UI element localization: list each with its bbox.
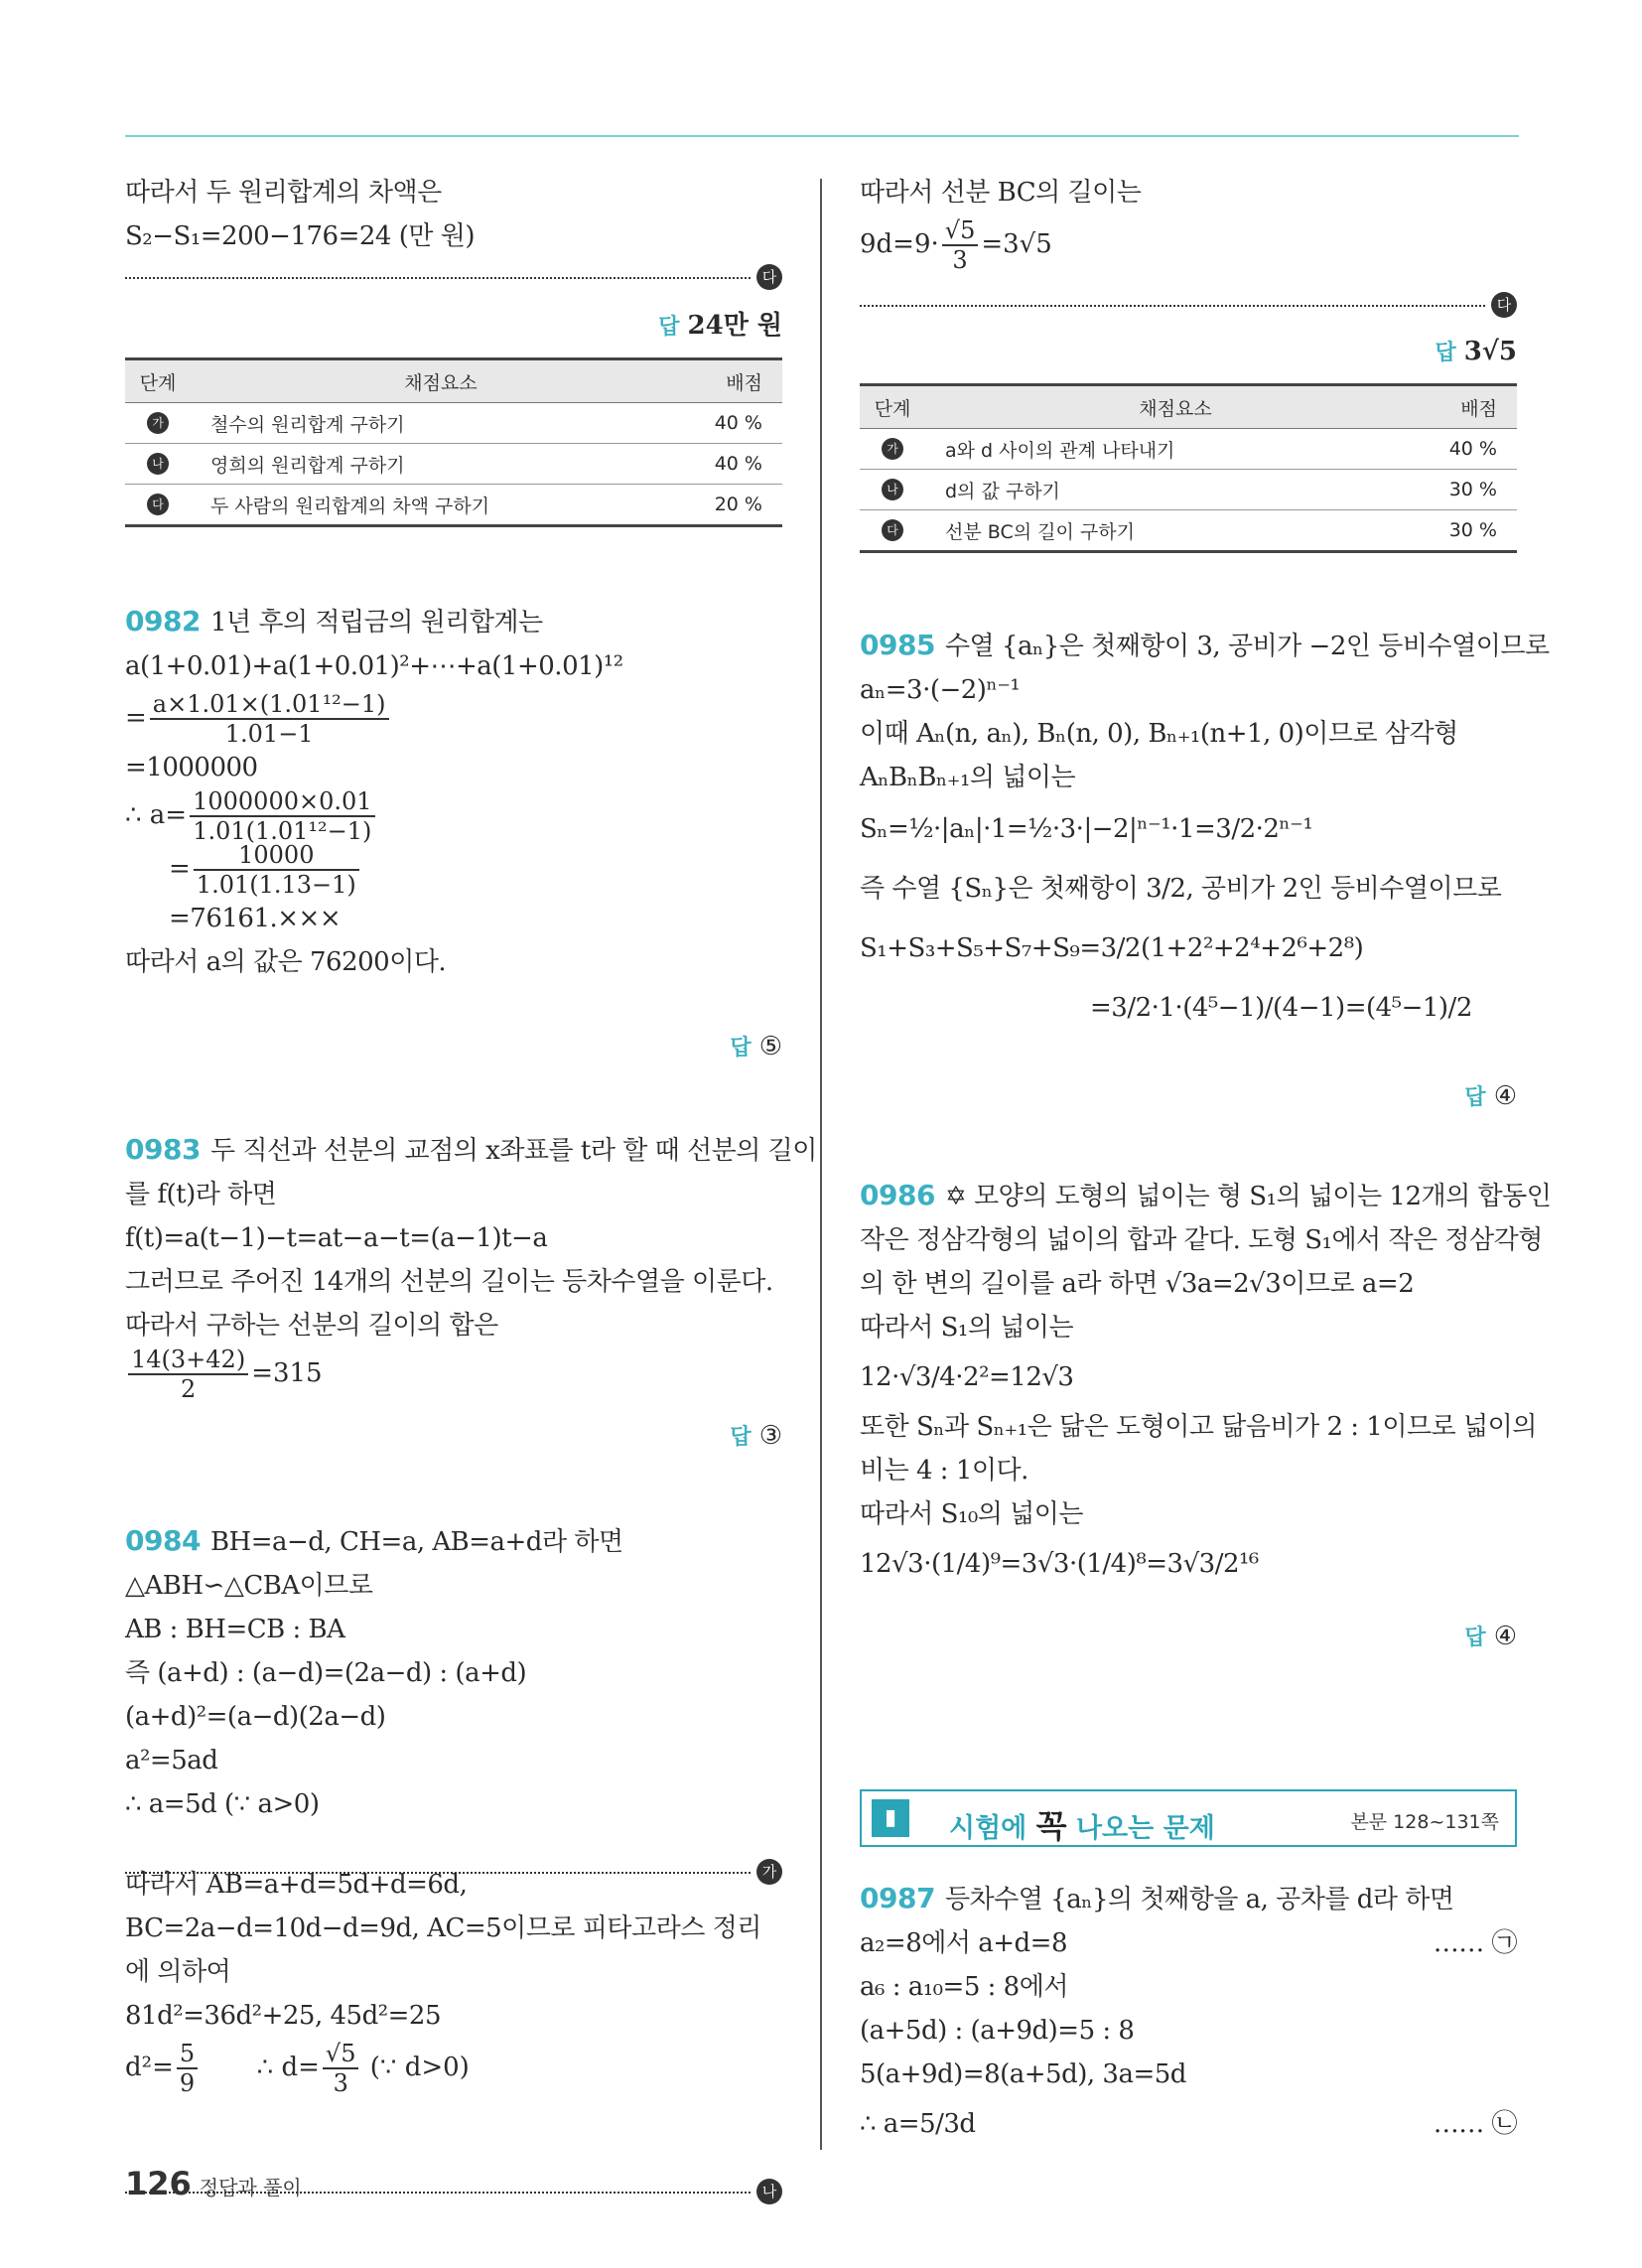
equation-line: (a+d)²=(a−d)(2a−d) (125, 1702, 386, 1732)
equation-part: 9d=9· (860, 229, 939, 259)
text-line: 를 f(t)라 하면 (125, 1180, 277, 1209)
equation-line: (a+5d) : (a+9d)=5 : 8 (860, 2016, 1135, 2046)
column-divider (820, 179, 822, 2150)
section-banner (860, 1789, 1517, 1847)
answer-label: 답 (658, 315, 680, 340)
problem-0984-cont (125, 1863, 782, 2095)
table-cell: 40 % (1407, 429, 1517, 470)
dotted-separator (860, 292, 1517, 320)
table-cell: 30 % (1407, 470, 1517, 510)
answer-value: ⑤ (758, 1032, 782, 1062)
text-line: 따라서 선분 BC의 길이는 (860, 178, 1142, 208)
page-title: 정답과 풀이 (199, 2176, 302, 2199)
table-header: 배점 (1407, 385, 1517, 429)
text-line: 또한 Sₙ과 Sₙ₊₁은 닮은 도형이고 닮음비가 2 : 1이므로 넓이의 (860, 1412, 1537, 1442)
step-marker: 가 (882, 438, 903, 460)
text-line: 의 한 변의 길이를 a라 하면 √3a=2√3이므로 a=2 (860, 1269, 1415, 1299)
text-line: 등차수열 {aₙ}의 첫째항을 a, 공차를 d라 하면 (944, 1885, 1454, 1914)
problem-number: 0985 (860, 629, 935, 661)
equation-line: AB : BH=CB : BA (125, 1615, 345, 1644)
text-line: 비는 4 : 1이다. (860, 1456, 1028, 1486)
fraction: $\frac{\text{a×1.01×(1.01¹²−1)}}{1.01-1}$ (150, 692, 389, 746)
dotted-separator (125, 264, 782, 292)
table-header: 채점요소 (191, 359, 672, 403)
equation-line: 12√3·(1/4)⁹=3√3·(1/4)⁸=3√3/2¹⁶ (860, 1549, 1259, 1579)
banner-title: 시험에 꼭 나오는 문제 (949, 1807, 1215, 1845)
equation-line: 즉 (a+d) : (a−d)=(2a−d) : (a+d) (125, 1658, 527, 1688)
problem-number: 0987 (860, 1882, 935, 1914)
problem-0986 (860, 1174, 1552, 1592)
answer-label: 답 (1464, 1085, 1486, 1110)
equation-line: =3/2·1·(4⁵−1)/(4−1)=(4⁵−1)/2 (1090, 993, 1472, 1023)
step-marker: 가 (756, 1859, 782, 1885)
equation-line: 따라서 AB=a+d=5d+d=6d, (125, 1870, 468, 1900)
banner-page-ref: 본문 128~131쪽 (1350, 1811, 1499, 1833)
answer-label: 답 (1464, 1626, 1486, 1650)
problem-number: 0986 (860, 1179, 935, 1211)
problem-number: 0982 (125, 605, 201, 638)
table-header: 채점요소 (925, 385, 1407, 429)
text-line: a₆ : a₁₀=5 : 8에서 (860, 1972, 1068, 2002)
answer-value: 3√5 (1463, 337, 1517, 366)
text-line: BC=2a−d=10d−d=9d, AC=5이므로 피타고라스 정리 (125, 1914, 761, 1943)
text-line: 따라서 S₁₀의 넓이는 (860, 1499, 1083, 1529)
table-row (860, 470, 1517, 510)
page-number: 126 (125, 2165, 192, 2202)
table-cell: a와 d 사이의 관계 나타내기 (925, 429, 1407, 470)
text-line: 수열 {aₙ}은 첫째항이 3, 공비가 −2인 등비수열이므로 (944, 632, 1550, 661)
equation-line: f(t)=a(t−1)−t=at−a−t=(a−1)t−a (125, 1223, 548, 1253)
answer-label: 답 (730, 1036, 752, 1061)
equation-line: ∴ a=5d (∵ a>0) (125, 1789, 320, 1819)
table-header: 배점 (672, 359, 782, 403)
equation-line: aₙ=3·(−2)ⁿ⁻¹ (860, 675, 1021, 705)
text-line: AₙBₙBₙ₊₁의 넓이는 (860, 763, 1076, 792)
text-line: 따라서 두 원리합계의 차액은 (125, 178, 442, 208)
equation-part: d²= (125, 2053, 174, 2082)
problem-0983 (125, 1128, 817, 1403)
answer-row (125, 1416, 782, 1458)
step-marker: 다 (882, 519, 903, 541)
fraction: $\frac{1000000\times 0.01}{\text{1.01(1.01¹²−1)}}$ (190, 789, 374, 843)
problem-number: 0984 (125, 1524, 201, 1557)
table-row (860, 510, 1517, 552)
equation-part: ∴ d= (256, 2053, 320, 2082)
answer-row (860, 1076, 1517, 1118)
fraction: $\frac{√5}{3}$ (942, 218, 979, 272)
equation-line: Sₙ=½·|aₙ|·1=½·3·|−2|ⁿ⁻¹·1=3/2·2ⁿ⁻¹ (860, 814, 1313, 844)
equation-part: (∵ d>0) (369, 2053, 470, 2082)
text-line: BH=a−d, CH=a, AB=a+d라 하면 (209, 1527, 623, 1557)
equation-line: 81d²=36d²+25, 45d²=25 (125, 2001, 442, 2031)
equation-line: ∴ a=5/3d (860, 2109, 976, 2139)
table-cell: d의 값 구하기 (925, 470, 1407, 510)
table-row (125, 403, 782, 444)
equation-result: =315 (251, 1358, 323, 1388)
step-marker: 나 (882, 479, 903, 500)
table-cell: 40 % (672, 444, 782, 485)
equation-line: 5(a+9d)=8(a+5d), 3a=5d (860, 2059, 1186, 2089)
table-cell: 30 % (1407, 510, 1517, 552)
problem-0987: 0987 등차수열 {aₙ}의 첫째항을 a, 공차를 d라 하면 a₂=8에서 a+d=8 …… ㉠ a₆ : a₁₀=5 : 8에서 (a+5d) : (a+9d)=5 : 8 5(a+9d)=8(a+5d), 3a=5d ∴ a=5/3d …… ㉡ (860, 1882, 1517, 2139)
table-cell: 두 사람의 원리합계의 차액 구하기 (191, 485, 672, 526)
problem-0985 (860, 624, 1550, 1038)
equation-marker: ㉡ (1491, 2109, 1517, 2139)
table-cell: 선분 BC의 길이 구하기 (925, 510, 1407, 552)
table-row (860, 429, 1517, 470)
scoring-table-1 (125, 357, 782, 527)
fraction: $\frac{14(3+42)}{2}$ (128, 1347, 248, 1401)
step-marker: 다 (1491, 292, 1517, 318)
text-line: △ABH∽△CBA이므로 (125, 1571, 373, 1601)
left-top-text (125, 171, 782, 258)
equation-line: a²=5ad (125, 1746, 218, 1775)
answer-label: 답 (730, 1425, 752, 1450)
table-row (125, 444, 782, 485)
table-header: 단계 (860, 385, 925, 429)
step-marker: 다 (756, 264, 782, 290)
fraction: $\frac{√5}{3}$ (323, 2042, 359, 2095)
book-icon: ▮ (872, 1799, 909, 1837)
equation-line: S₂−S₁=200−176=24 (만 원) (125, 221, 475, 251)
answer-row (860, 332, 1517, 373)
page-footer (125, 2165, 302, 2202)
equation-line: a(1+0.01)+a(1+0.01)²+⋯+a(1+0.01)¹² (125, 651, 623, 681)
table-row (125, 485, 782, 526)
problem-0982: 0982 1년 후의 적립금의 원리합계는 a(1+0.01)+a(1+0.01)²+⋯+a(1+0.01)¹² = $\frac{\text{a×1.01×(1.01¹²−1)}}{1.01-1}$ =1000000 ∴ a= $\frac{1000000\times 0.01}{\text{1.01(1.01¹²−1)}}$ = $\frac{10000}{1.01(1.13-1)}$ =76161.××× 따라서 a의 값은 76200이다. (125, 600, 782, 984)
answer-row (125, 1027, 782, 1068)
text-line: 따라서 a의 값은 76200이다. (125, 947, 447, 977)
table-header: 단계 (125, 359, 191, 403)
text-line: 두 직선과 선분의 교점의 x좌표를 t라 할 때 선분의 길이 (209, 1136, 817, 1166)
text-line: 따라서 구하는 선분의 길이의 합은 (125, 1311, 498, 1341)
equation-line: 12·√3/4·2²=12√3 (860, 1362, 1074, 1392)
scoring-table-2 (860, 383, 1517, 553)
fraction: $\frac{10000}{1.01(1.13-1)}$ (194, 843, 359, 897)
answer-row (125, 306, 782, 348)
answer-row (860, 1617, 1517, 1658)
table-cell: 철수의 원리합계 구하기 (191, 403, 672, 444)
step-marker: 나 (147, 453, 169, 475)
problem-number: 0983 (125, 1133, 201, 1166)
text-line: 그러므로 주어진 14개의 선분의 길이는 등차수열을 이룬다. (125, 1267, 773, 1297)
text-line: 즉 수열 {Sₙ}은 첫째항이 3/2, 공비가 2인 등비수열이므로 (860, 874, 1502, 904)
step-marker: 나 (756, 2179, 782, 2204)
equation-marker: ㉠ (1491, 1928, 1517, 1958)
fraction: $\frac{5}{9}$ (177, 2042, 198, 2095)
text-line: 1년 후의 적립금의 원리합계는 (209, 608, 543, 638)
text-line: 에 의하여 (125, 1957, 231, 1987)
header-rule (125, 135, 1519, 137)
answer-value: ④ (1493, 1081, 1517, 1111)
step-marker: 다 (147, 494, 169, 515)
text-line: 이때 Aₙ(n, aₙ), Bₙ(n, 0), Bₙ₊₁(n+1, 0)이므로 삼각형 (860, 719, 1458, 749)
text-line: 작은 정삼각형의 넓이의 합과 같다. 도형 S₁에서 작은 정삼각형 (860, 1225, 1543, 1255)
answer-value: 24만 원 (687, 311, 782, 341)
table-cell: 40 % (672, 403, 782, 444)
equation-line: =76161.××× (169, 904, 342, 933)
equation-part: =3√5 (981, 229, 1052, 259)
equation-line: a₂=8에서 a+d=8 (860, 1928, 1068, 1958)
right-top-text (860, 171, 1517, 272)
step-marker: 가 (147, 412, 169, 434)
text-line: 따라서 S₁의 넓이는 (860, 1313, 1074, 1343)
problem-0984 (125, 1519, 782, 1826)
equation-line: =1000000 (125, 753, 258, 782)
equation-line: S₁+S₃+S₅+S₇+S₉=3/2(1+2²+2⁴+2⁶+2⁸) (860, 933, 1364, 963)
answer-value: ④ (1493, 1622, 1517, 1651)
answer-label: 답 (1435, 341, 1456, 365)
answer-value: ③ (758, 1421, 782, 1451)
table-cell: 20 % (672, 485, 782, 526)
table-cell: 영희의 원리합계 구하기 (191, 444, 672, 485)
text-line: ✡ 모양의 도형의 넓이는 형 S₁의 넓이는 12개의 합동인 (944, 1182, 1552, 1211)
